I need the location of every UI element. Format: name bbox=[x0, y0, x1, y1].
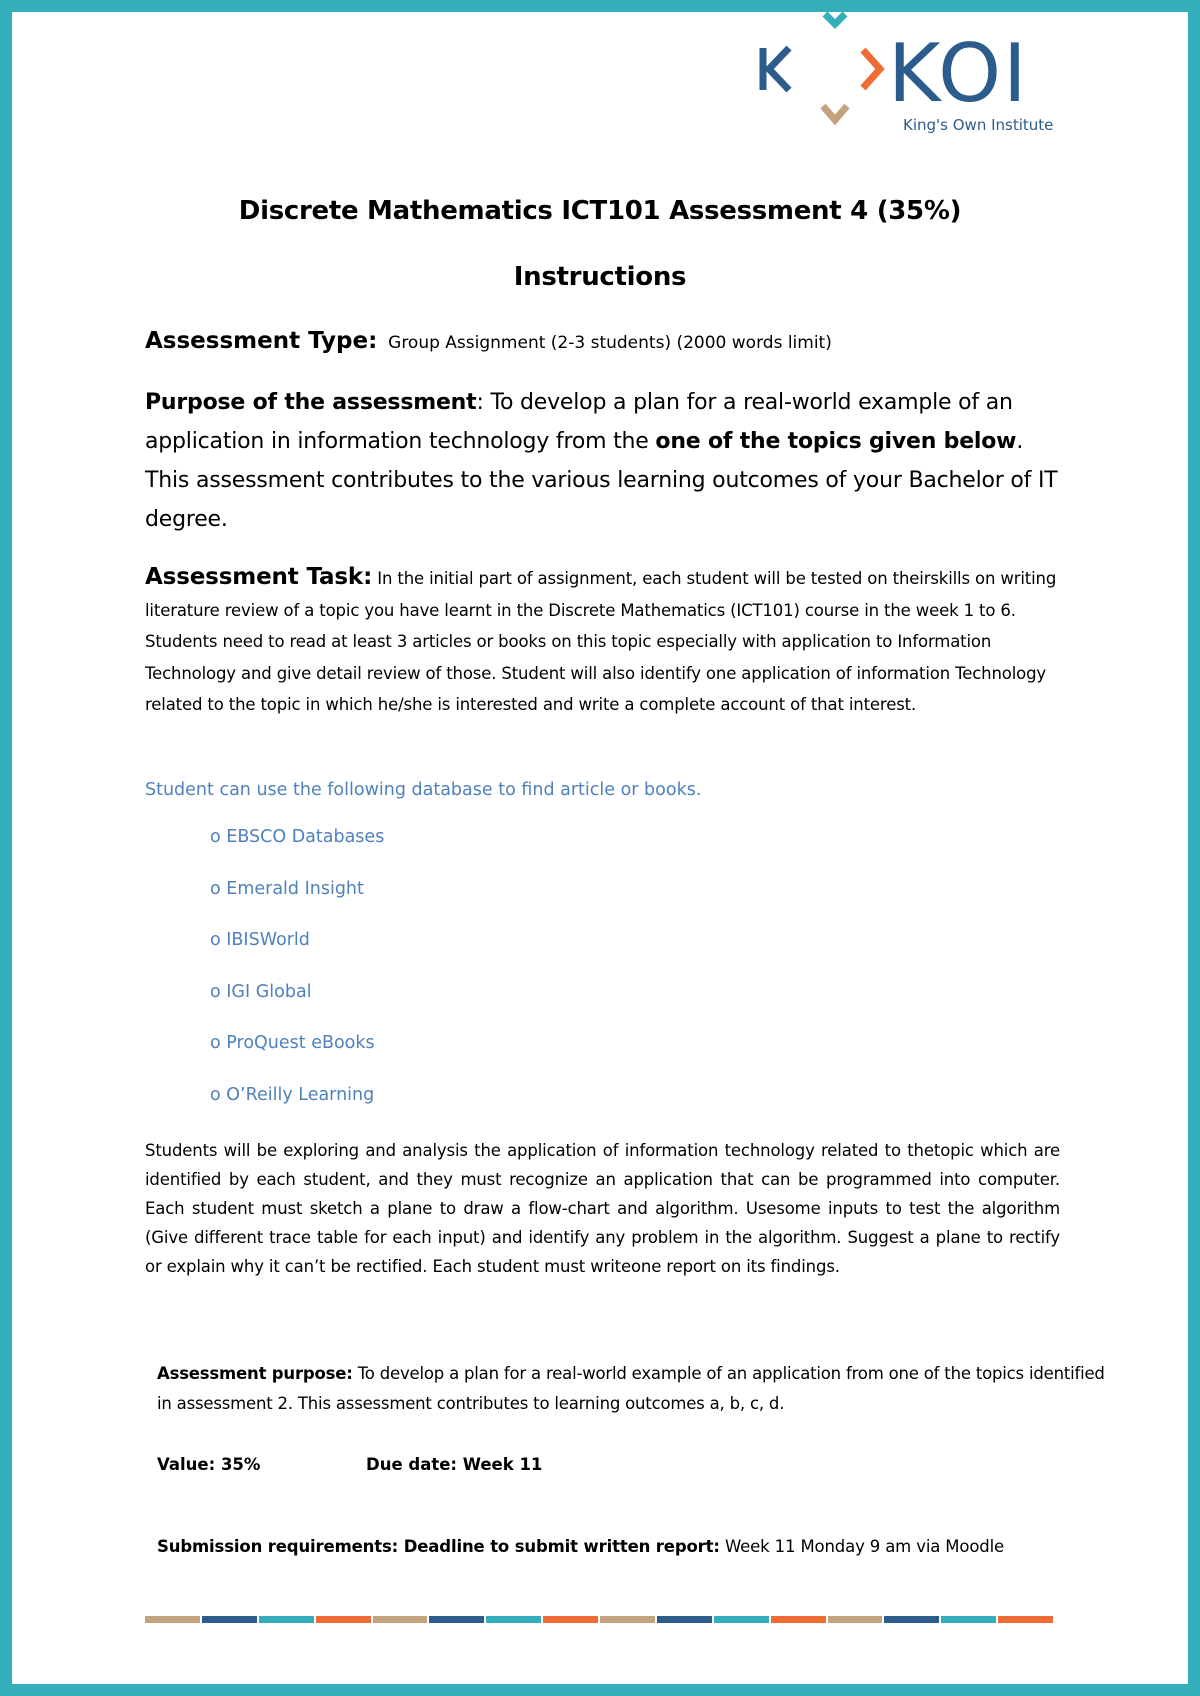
exploring-paragraph: Students will be exploring and analysis the application of information technology related to thetopic which are identified by each student, and they must recognize an application that can be programmed into computer. Each student must sketch a plane to draw a flow-chart and algorithm. Usesome inputs to test the algorithm (Give different trace table for each input) and identify any problem in the algorithm. Suggest a plane to rectify or explain why it can’t be rectified. Each student must writeone report on its findings. bbox=[145, 1141, 1060, 1276]
databases-intro: Student can use the following database to find article or books. bbox=[145, 780, 702, 800]
value-field: Value: 35% bbox=[157, 1455, 261, 1474]
logo-subtitle: King's Own Institute bbox=[903, 116, 1054, 133]
purpose-paragraph bbox=[145, 383, 1060, 539]
due-date-field: Due date: Week 11 bbox=[366, 1455, 543, 1474]
assessment-purpose-label: Assessment purpose: bbox=[157, 1364, 353, 1383]
purpose-text-2: . This assessment contributes to the various learning outcomes of your Bachelor of IT degree. bbox=[145, 429, 1058, 532]
footer-stripe bbox=[145, 1616, 1055, 1623]
purpose-bold: one of the topics given below bbox=[655, 429, 1017, 454]
task-label: Assessment Task bbox=[145, 564, 364, 590]
database-item: o IGI Global bbox=[210, 981, 312, 1002]
koi-logo bbox=[755, 8, 1060, 133]
purpose-text-1: : To develop a plan for a real-world example of an application in information technology from the bbox=[145, 390, 1013, 454]
logo-wordmark: KOI bbox=[888, 27, 1029, 120]
assessment-purpose-text: To develop a plan for a real-world example of an application from one of the topics identified in assessment 2. This assessment contributes to learning outcomes a, b, c, d. bbox=[157, 1364, 1105, 1413]
submission-label: Submission requirements: Deadline to submit written report: bbox=[157, 1537, 720, 1556]
stripe-segment bbox=[373, 1616, 428, 1623]
database-item: o IBISWorld bbox=[210, 930, 310, 950]
stripe-segment bbox=[316, 1616, 371, 1623]
stripe-segment bbox=[771, 1616, 826, 1623]
assessment-type-value: Group Assignment (2-3 students) (2000 words limit) bbox=[388, 333, 832, 353]
database-item: o Emerald Insight bbox=[210, 878, 364, 899]
assessment-type-label: Assessment Type bbox=[145, 328, 369, 354]
stripe-segment bbox=[884, 1616, 939, 1623]
stripe-segment bbox=[828, 1616, 883, 1623]
page-subtitle: Instructions bbox=[513, 262, 687, 292]
database-list bbox=[210, 827, 384, 1136]
database-item: o O’Reilly Learning bbox=[210, 1084, 375, 1105]
stripe-segment bbox=[202, 1616, 257, 1623]
stripe-segment bbox=[941, 1616, 996, 1623]
task-text: In the initial part of assignment, each student will be tested on theirskills on writing literature review of a topic you have learnt in the Discrete Mathematics (ICT101) course in the week 1 to 6. Students need to read at least 3 articles or books on this topic especially with application to Information Technology and give detail review of those. Student will also identify one application of information Technology related to the topic in which he/she is interested and write a complete account of that interest. bbox=[145, 569, 1057, 714]
task-paragraph: Assessment Task: In the initial part of assignment, each student will be tested on theirskills on writing literature review of a topic you have learnt in the Discrete Mathematics (ICT101) course in the week 1 to 6. Students need to read at least 3 articles or books on this topic especially with application to Information Technology and give detail review of those. Student will also identify one application of information Technology related to the topic in which he/she is interested and write a complete account of that interest. bbox=[145, 564, 1057, 714]
stripe-segment bbox=[714, 1616, 769, 1623]
stripe-segment bbox=[600, 1616, 655, 1623]
submission-requirements bbox=[157, 1537, 1004, 1556]
stripe-segment bbox=[145, 1616, 200, 1623]
database-item: o ProQuest eBooks bbox=[210, 1033, 375, 1053]
stripe-segment bbox=[486, 1616, 541, 1623]
submission-text: Week 11 Monday 9 am via Moodle bbox=[719, 1537, 1005, 1556]
stripe-segment bbox=[998, 1616, 1053, 1623]
assessment-purpose bbox=[157, 1359, 1112, 1419]
database-item: o EBSCO Databases bbox=[210, 827, 385, 847]
stripe-segment bbox=[657, 1616, 712, 1623]
page-title: Discrete Mathematics ICT101 Assessment 4 (35%) bbox=[238, 196, 962, 226]
stripe-segment bbox=[259, 1616, 314, 1623]
stripe-segment bbox=[429, 1616, 484, 1623]
stripe-segment bbox=[543, 1616, 598, 1623]
assessment-type: Assessment Type: Group Assignment (2-3 students) (2000 words limit) bbox=[145, 328, 832, 354]
purpose-label: Purpose of the assessment bbox=[145, 390, 477, 415]
